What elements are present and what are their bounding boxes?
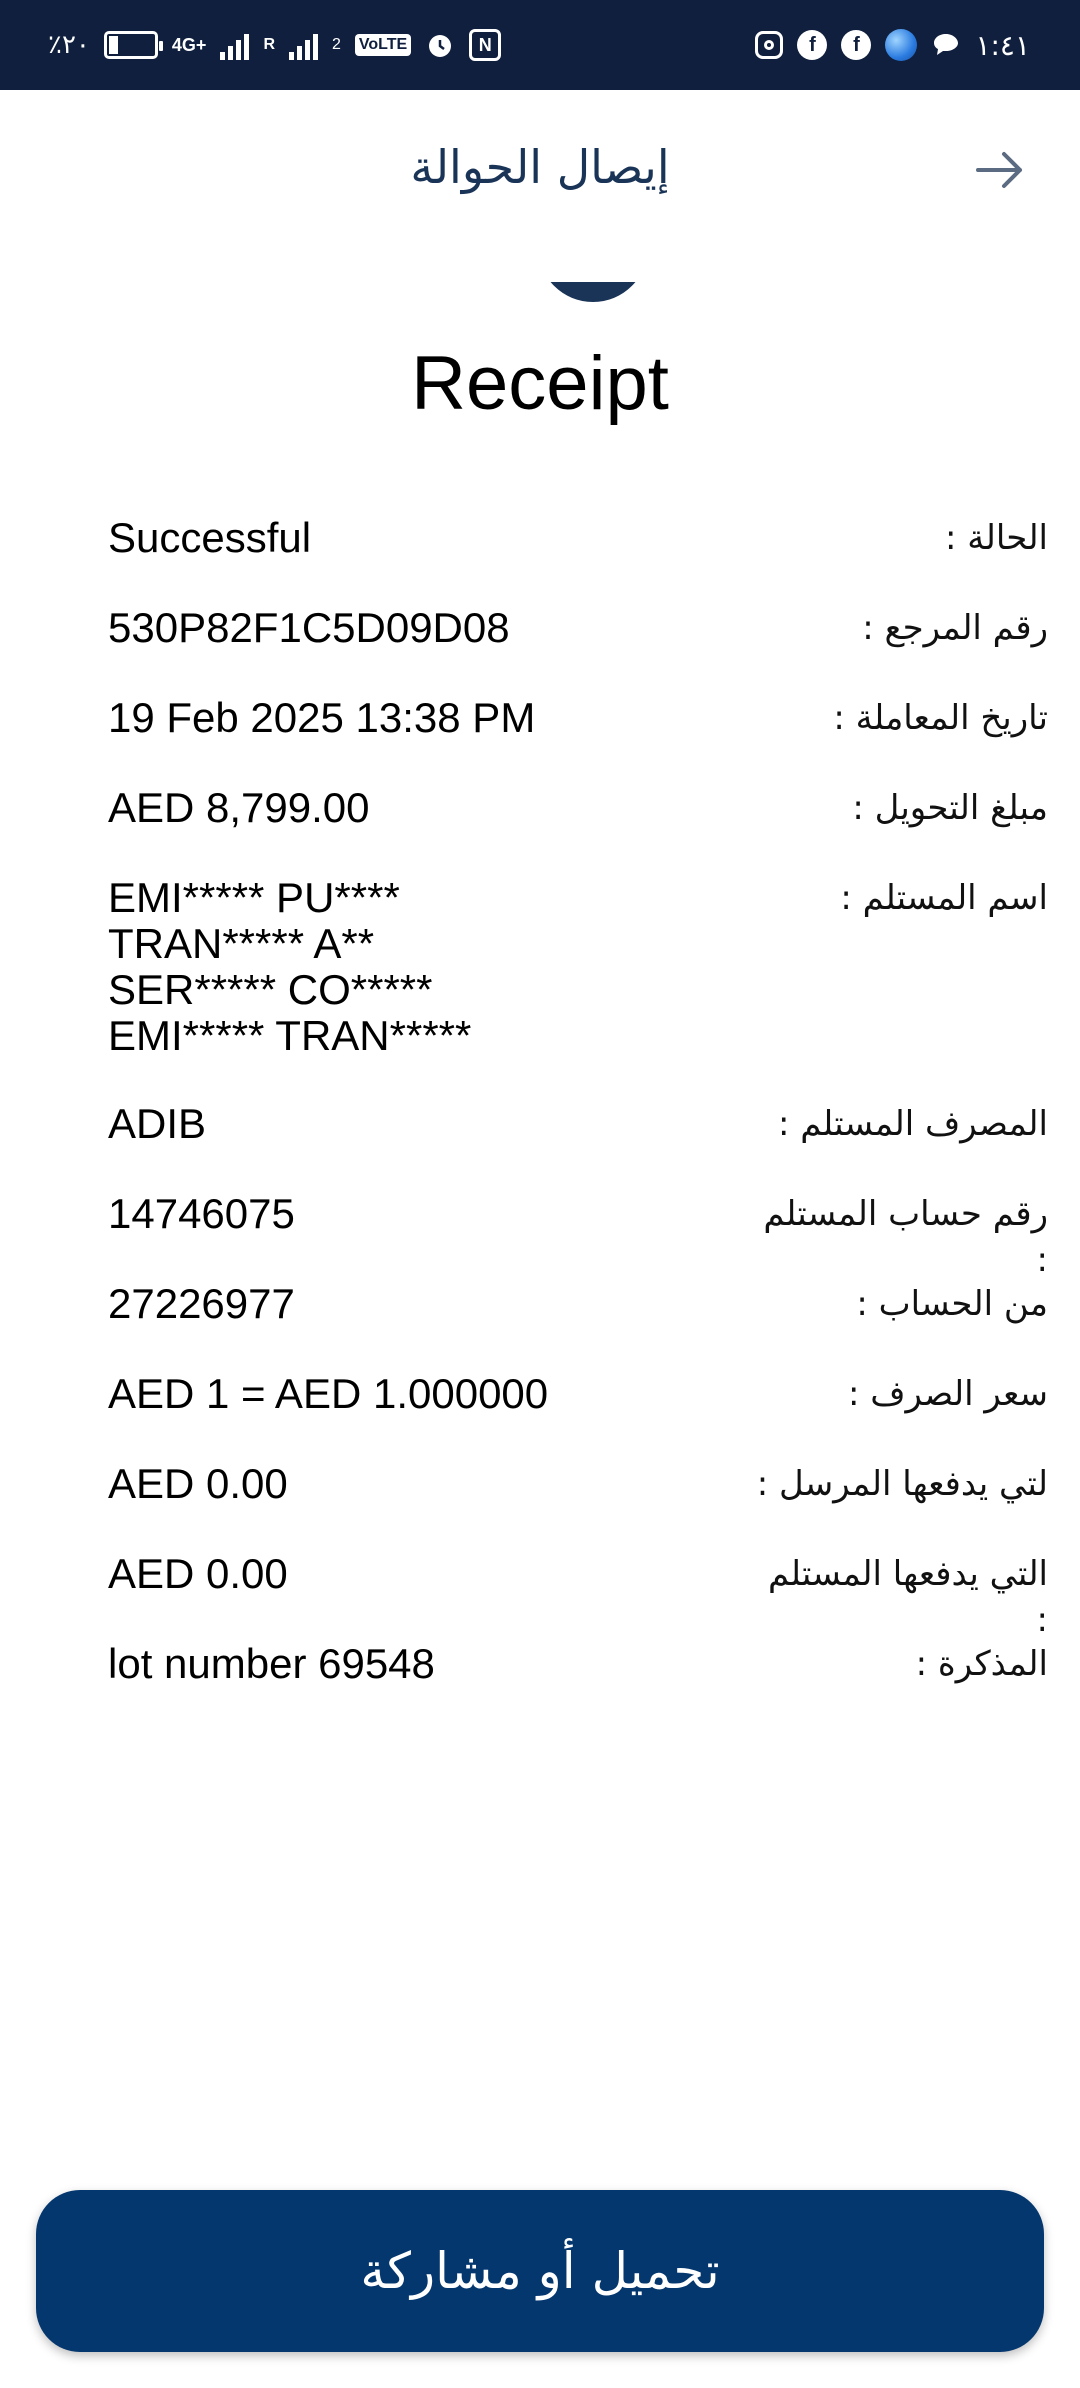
row-recipient-name [108,875,1048,1101]
arrow-right-icon [972,142,1028,198]
row-value: AED 1 = AED 1.000000 [108,1370,549,1417]
row-value: 19 Feb 2025 13:38 PM [108,694,536,741]
globe-icon [885,29,917,61]
row-label: التي يدفعها المستلم : [768,1554,1048,1640]
row-value: AED 8,799.00 [108,784,370,831]
row-memo [108,1641,1048,1731]
row-value: 27226977 [108,1280,295,1327]
row-label: الحالة : [945,518,1048,558]
row-label: رقم المرجع : [862,608,1048,648]
status-left-group [755,0,1030,90]
row-value: ADIB [108,1100,207,1147]
facebook-icon: f [797,30,827,60]
row-amount [108,785,1048,875]
row-value: AED 0.00 [108,1460,288,1507]
battery-icon [104,31,158,59]
row-value: lot number 69548 [108,1640,435,1687]
row-label: رقم حساب المستلم : [763,1194,1048,1280]
row-sender-fee [108,1461,1048,1551]
row-value: Successful [108,514,312,561]
row-label: سعر الصرف : [847,1374,1048,1414]
row-recipient-account [108,1191,1048,1281]
clock: ١:٤١ [975,28,1030,62]
row-exchange-rate [108,1371,1048,1461]
row-label: لتي يدفعها المرسل : [756,1464,1048,1504]
download-share-button[interactable]: تحميل أو مشاركة [36,2190,1044,2352]
row-value: AED 0.00 [108,1550,288,1597]
status-bar [0,0,1080,90]
row-value: EMI***** PU**** TRAN***** A** SER***** CO***** EMI***** TRAN***** [108,874,472,1059]
status-right-group [48,0,501,90]
row-status [108,515,1048,605]
receipt-decor [538,282,648,314]
row-label: المصرف المستلم : [778,1104,1048,1144]
row-value: 14746075 [108,1190,295,1237]
row-label: مبلغ التحويل : [852,788,1048,828]
chat-icon [931,28,961,62]
page-title: إيصال الحوالة [410,140,670,194]
app-header [0,90,1080,258]
row-label: تاريخ المعاملة : [833,698,1048,738]
network-type: 4G+ [171,34,207,55]
signal-icon [220,30,249,60]
nfc-icon: N [469,29,501,61]
alarm-icon [425,28,455,62]
signal-icon-sim2 [289,30,318,60]
receipt-details [108,515,1048,1731]
receipt-title: Receipt [411,341,669,426]
row-label: اسم المستلم : [840,878,1048,918]
volte-badge: VoLTE [355,34,411,56]
row-transaction-date [108,695,1048,785]
row-recipient-fee [108,1551,1048,1641]
row-from-account [108,1281,1048,1371]
back-button[interactable] [972,142,1028,198]
row-label: من الحساب : [856,1284,1048,1324]
row-value: 530P82F1C5D09D08 [108,604,510,651]
roaming-label: R [263,36,275,53]
row-reference [108,605,1048,695]
battery-fill [109,36,118,54]
row-label: المذكرة : [915,1644,1048,1684]
row-recipient-bank [108,1101,1048,1191]
facebook-icon: f [841,30,871,60]
sim2-index: 2 [332,36,341,53]
battery-percent: ٪٢٠ [48,30,90,60]
instagram-icon [755,31,783,59]
